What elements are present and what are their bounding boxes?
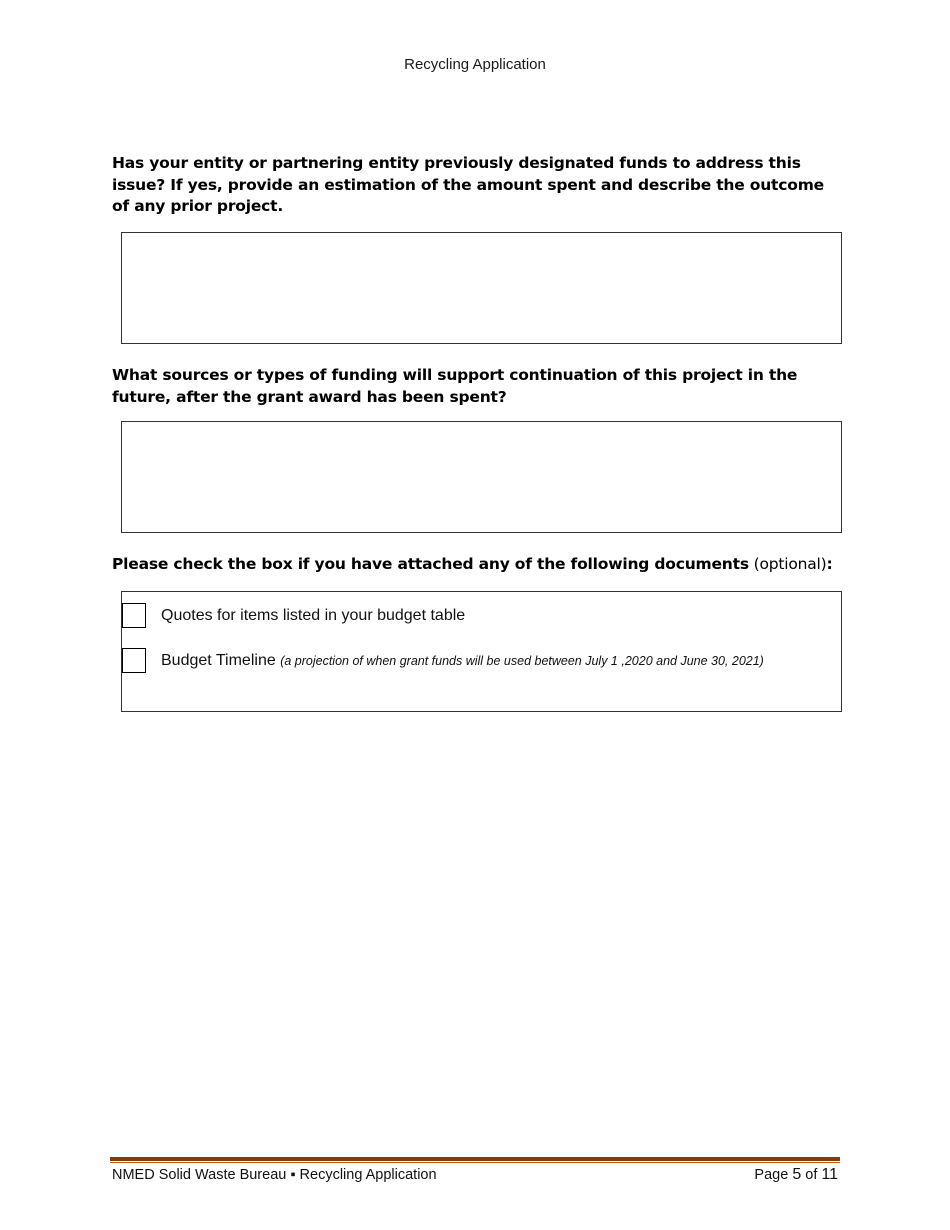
checklist-item-quotes <box>122 603 841 631</box>
page-prefix: Page <box>754 1167 793 1183</box>
page-header: Recycling Application <box>404 56 546 73</box>
quotes-label: Quotes for items listed in your budget table <box>161 607 466 624</box>
documents-prompt-bold: Please check the box if you have attached any of the following documents <box>112 555 749 573</box>
future-funding-answer-field[interactable] <box>121 421 842 533</box>
documents-checklist <box>121 591 842 712</box>
page-current: 5 <box>792 1166 802 1183</box>
checklist-item-budget-timeline <box>122 648 841 676</box>
budget-timeline-checkbox[interactable] <box>122 648 146 673</box>
page-of: of <box>801 1167 822 1183</box>
documents-prompt <box>112 554 836 576</box>
prior-funds-answer-field[interactable] <box>121 232 842 344</box>
budget-timeline-label-wrap <box>161 652 764 670</box>
page-total: 11 <box>821 1166 838 1183</box>
page-number <box>754 1166 838 1184</box>
question-prior-funds: Has your entity or partnering entity previously designated funds to address this issue? If yes, provide an estimation of the amount spent and describe the outcome of any prior project. <box>112 154 824 215</box>
budget-timeline-label: Budget Timeline <box>161 652 281 669</box>
footer-rule-accent <box>110 1162 840 1163</box>
documents-prompt-optional: (optional) <box>748 555 827 573</box>
question-future-funding: What sources or types of funding will support continuation of this project in the future, after the grant award has been spent? <box>112 366 798 406</box>
quotes-checkbox[interactable] <box>122 603 146 628</box>
footer-title: NMED Solid Waste Bureau ▪ Recycling Application <box>112 1167 437 1183</box>
documents-prompt-colon: : <box>826 555 833 573</box>
footer-rule <box>110 1157 840 1161</box>
budget-timeline-note: (a projection of when grant funds will be used between July 1 ,2020 and June 30, 2021) <box>280 654 764 668</box>
